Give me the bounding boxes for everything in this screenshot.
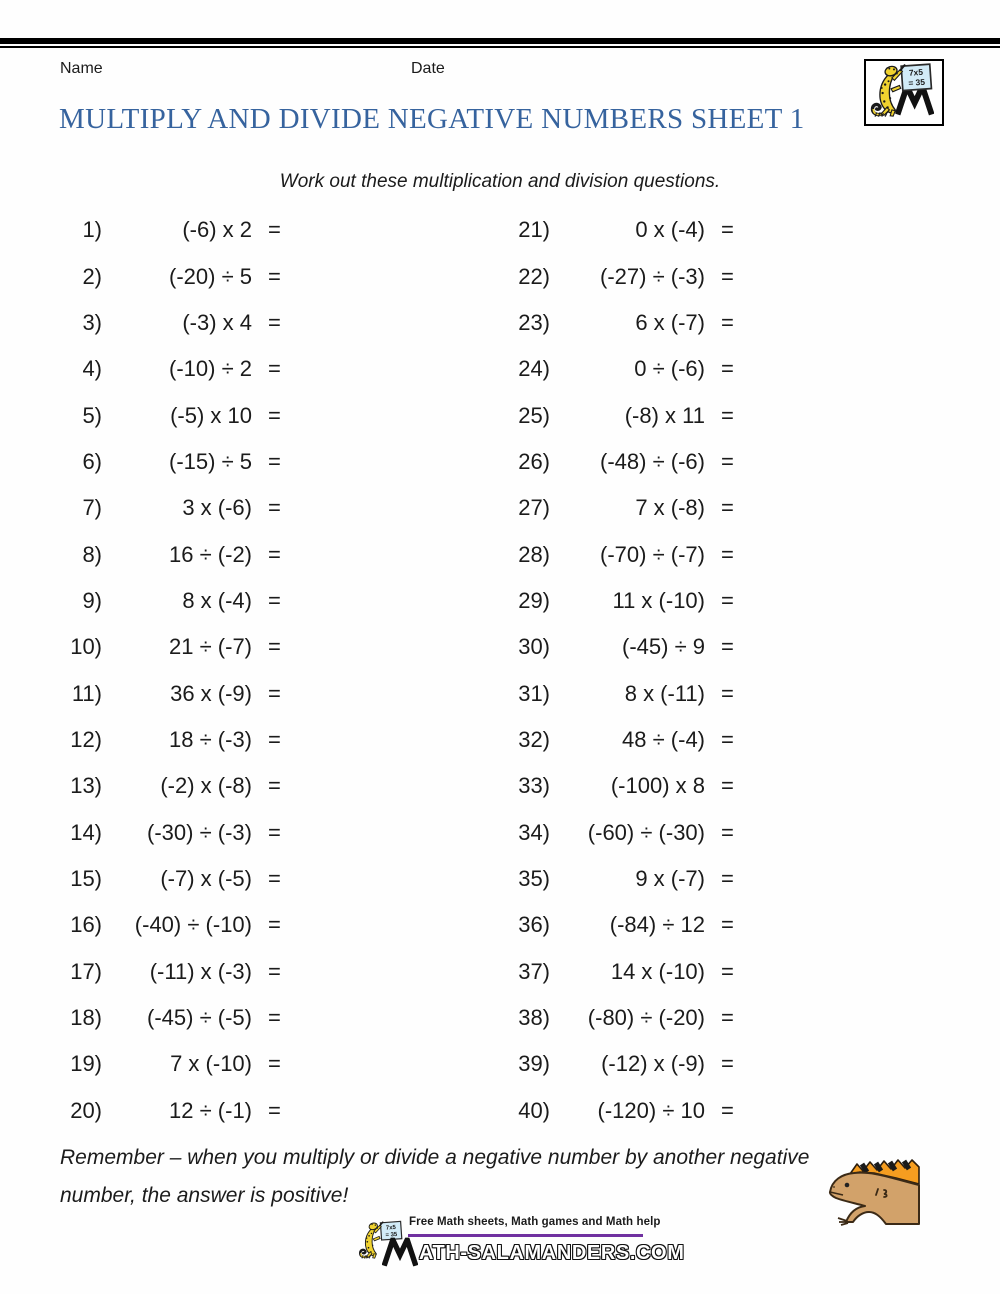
- math-salamanders-logo: [864, 59, 944, 126]
- question-expression: 0 x (-4): [635, 217, 705, 243]
- equals-sign: =: [721, 495, 734, 521]
- questions-column-left: [52, 207, 281, 1134]
- question-number: 31): [518, 680, 550, 706]
- equals-sign: =: [268, 217, 281, 243]
- question-number: 18): [70, 1005, 102, 1031]
- question-number: 4): [82, 356, 102, 382]
- date-label: Date: [411, 60, 445, 77]
- question-row: [52, 300, 281, 346]
- question-number: 5): [82, 402, 102, 428]
- question-expression: 9 x (-7): [635, 865, 705, 891]
- question-number: 39): [518, 1051, 550, 1077]
- question-expression: 11 x (-10): [612, 587, 705, 613]
- question-row: [52, 485, 281, 531]
- question-number: 27): [518, 495, 550, 521]
- equals-sign: =: [268, 541, 281, 567]
- question-expression: (-100) x 8: [610, 773, 705, 799]
- equals-sign: =: [268, 773, 281, 799]
- equals-sign: =: [268, 865, 281, 891]
- equals-sign: =: [268, 634, 281, 660]
- question-expression: 48 ÷ (-4): [622, 726, 705, 752]
- equals-sign: =: [721, 819, 734, 845]
- reminder-line-2: number, the answer is positive!: [60, 1184, 349, 1207]
- equals-sign: =: [268, 726, 281, 752]
- question-number: 14): [70, 819, 102, 845]
- question-number: 20): [70, 1097, 102, 1123]
- question-expression: 16 ÷ (-2): [169, 541, 252, 567]
- equals-sign: =: [721, 356, 734, 382]
- equals-sign: =: [268, 1097, 281, 1123]
- question-number: 15): [70, 865, 102, 891]
- question-number: 19): [70, 1051, 102, 1077]
- question-expression: (-2) x (-8): [160, 773, 252, 799]
- equals-sign: =: [268, 912, 281, 938]
- questions-column-right: [500, 207, 734, 1134]
- question-row: [500, 346, 734, 392]
- question-expression: (-30) ÷ (-3): [147, 819, 252, 845]
- question-row: [500, 670, 734, 716]
- question-expression: (-120) ÷ 10: [597, 1097, 705, 1123]
- question-number: 33): [518, 773, 550, 799]
- name-label: Name: [60, 60, 103, 77]
- equals-sign: =: [268, 1005, 281, 1031]
- question-row: [52, 578, 281, 624]
- equals-sign: =: [721, 680, 734, 706]
- equals-sign: =: [268, 402, 281, 428]
- question-row: [52, 439, 281, 485]
- question-expression: (-40) ÷ (-10): [134, 912, 252, 938]
- question-expression: 6 x (-7): [635, 309, 705, 335]
- footer-tagline: Free Math sheets, Math games and Math help: [409, 1216, 661, 1228]
- question-expression: 12 ÷ (-1): [169, 1097, 252, 1123]
- equals-sign: =: [721, 263, 734, 289]
- equals-sign: =: [721, 541, 734, 567]
- top-border-thin: [0, 46, 1000, 48]
- question-row: [500, 1041, 734, 1087]
- question-number: 24): [518, 356, 550, 382]
- question-expression: (-15) ÷ 5: [169, 448, 252, 474]
- question-number: 7): [82, 495, 102, 521]
- equals-sign: =: [268, 680, 281, 706]
- question-expression: (-12) x (-9): [601, 1051, 705, 1077]
- question-number: 10): [70, 634, 102, 660]
- equals-sign: =: [268, 309, 281, 335]
- question-number: 26): [518, 448, 550, 474]
- question-expression: 8 x (-4): [182, 587, 252, 613]
- equals-sign: =: [721, 448, 734, 474]
- question-number: 35): [518, 865, 550, 891]
- question-number: 3): [82, 309, 102, 335]
- question-row: [500, 624, 734, 670]
- question-number: 40): [518, 1097, 550, 1123]
- question-expression: 7 x (-10): [170, 1051, 252, 1077]
- question-row: [52, 531, 281, 577]
- question-row: [52, 253, 281, 299]
- iguana-illustration: [826, 1158, 920, 1231]
- site-name-text: ATH-SALAMANDERS.COM: [419, 1242, 685, 1264]
- equals-sign: =: [721, 402, 734, 428]
- question-expression: (-70) ÷ (-7): [600, 541, 705, 567]
- question-number: 12): [70, 726, 102, 752]
- equals-sign: =: [721, 217, 734, 243]
- reminder-text: [60, 1139, 860, 1215]
- top-border-thick: [0, 38, 1000, 44]
- question-expression: 18 ÷ (-3): [169, 726, 252, 752]
- question-expression: (-3) x 4: [182, 309, 252, 335]
- question-expression: (-84) ÷ 12: [609, 912, 705, 938]
- question-row: [52, 207, 281, 253]
- question-row: [52, 1041, 281, 1087]
- question-row: [52, 763, 281, 809]
- question-expression: (-60) ÷ (-30): [587, 819, 705, 845]
- question-expression: (-20) ÷ 5: [169, 263, 252, 289]
- equals-sign: =: [721, 1097, 734, 1123]
- question-expression: (-48) ÷ (-6): [600, 448, 705, 474]
- question-number: 38): [518, 1005, 550, 1031]
- question-number: 11): [71, 680, 102, 706]
- question-number: 2): [82, 263, 102, 289]
- question-row: [500, 531, 734, 577]
- question-row: [52, 670, 281, 716]
- question-expression: 36 x (-9): [170, 680, 252, 706]
- equals-sign: =: [721, 865, 734, 891]
- question-row: [52, 949, 281, 995]
- question-row: [52, 392, 281, 438]
- question-number: 29): [518, 587, 550, 613]
- question-row: [500, 856, 734, 902]
- question-row: [500, 809, 734, 855]
- equals-sign: =: [268, 495, 281, 521]
- question-expression: (-27) ÷ (-3): [600, 263, 705, 289]
- question-expression: (-45) ÷ 9: [622, 634, 705, 660]
- equals-sign: =: [721, 958, 734, 984]
- question-expression: 0 ÷ (-6): [634, 356, 705, 382]
- question-expression: (-11) x (-3): [149, 958, 252, 984]
- question-expression: (-80) ÷ (-20): [587, 1005, 705, 1031]
- question-number: 8): [82, 541, 102, 567]
- question-number: 37): [518, 958, 550, 984]
- equals-sign: =: [721, 1005, 734, 1031]
- question-expression: (-5) x 10: [170, 402, 252, 428]
- reminder-line-1: Remember – when you multiply or divide a negative number by another negative: [60, 1146, 810, 1169]
- equals-sign: =: [721, 309, 734, 335]
- equals-sign: =: [721, 634, 734, 660]
- question-number: 21): [518, 217, 550, 243]
- question-number: 30): [518, 634, 550, 660]
- equals-sign: =: [721, 587, 734, 613]
- equals-sign: =: [268, 448, 281, 474]
- question-number: 1): [82, 217, 102, 243]
- question-expression: (-8) x 11: [624, 402, 705, 428]
- question-number: 36): [518, 912, 550, 938]
- equals-sign: =: [721, 773, 734, 799]
- question-row: [52, 346, 281, 392]
- question-row: [500, 439, 734, 485]
- question-number: 25): [518, 402, 550, 428]
- equals-sign: =: [268, 1051, 281, 1077]
- question-row: [52, 717, 281, 763]
- question-expression: 3 x (-6): [182, 495, 252, 521]
- footer-site-name: [382, 1237, 684, 1267]
- equals-sign: =: [268, 819, 281, 845]
- question-row: [52, 902, 281, 948]
- question-row: [52, 624, 281, 670]
- equals-sign: =: [721, 912, 734, 938]
- question-row: [500, 717, 734, 763]
- question-row: [52, 856, 281, 902]
- question-expression: 21 ÷ (-7): [169, 634, 252, 660]
- equals-sign: =: [721, 726, 734, 752]
- question-expression: (-6) x 2: [182, 217, 252, 243]
- question-row: [52, 995, 281, 1041]
- m-logo-icon: [382, 1237, 418, 1267]
- question-row: [500, 763, 734, 809]
- equals-sign: =: [268, 356, 281, 382]
- question-number: 6): [82, 448, 102, 474]
- instruction-text: Work out these multiplication and division questions.: [279, 171, 721, 192]
- question-number: 23): [518, 309, 550, 335]
- question-expression: 14 x (-10): [610, 958, 705, 984]
- question-row: [500, 485, 734, 531]
- question-expression: (-10) ÷ 2: [169, 356, 252, 382]
- question-row: [500, 578, 734, 624]
- equals-sign: =: [268, 587, 281, 613]
- page-title: MULTIPLY AND DIVIDE NEGATIVE NUMBERS SHEET 1: [59, 103, 805, 135]
- equals-sign: =: [721, 1051, 734, 1077]
- question-expression: 8 x (-11): [624, 680, 705, 706]
- question-number: 9): [82, 587, 102, 613]
- question-row: [500, 207, 734, 253]
- question-number: 22): [518, 263, 550, 289]
- question-row: [500, 392, 734, 438]
- question-row: [500, 995, 734, 1041]
- question-row: [500, 1088, 734, 1134]
- question-number: 28): [518, 541, 550, 567]
- question-number: 13): [70, 773, 102, 799]
- question-expression: (-45) ÷ (-5): [147, 1005, 252, 1031]
- question-row: [500, 902, 734, 948]
- question-number: 32): [518, 726, 550, 752]
- question-row: [52, 809, 281, 855]
- question-number: 34): [518, 819, 550, 845]
- question-number: 16): [70, 912, 102, 938]
- equals-sign: =: [268, 263, 281, 289]
- question-number: 17): [70, 958, 102, 984]
- question-row: [500, 949, 734, 995]
- question-expression: 7 x (-8): [635, 495, 705, 521]
- question-row: [500, 253, 734, 299]
- question-expression: (-7) x (-5): [160, 865, 252, 891]
- question-row: [500, 300, 734, 346]
- equals-sign: =: [268, 958, 281, 984]
- question-row: [52, 1088, 281, 1134]
